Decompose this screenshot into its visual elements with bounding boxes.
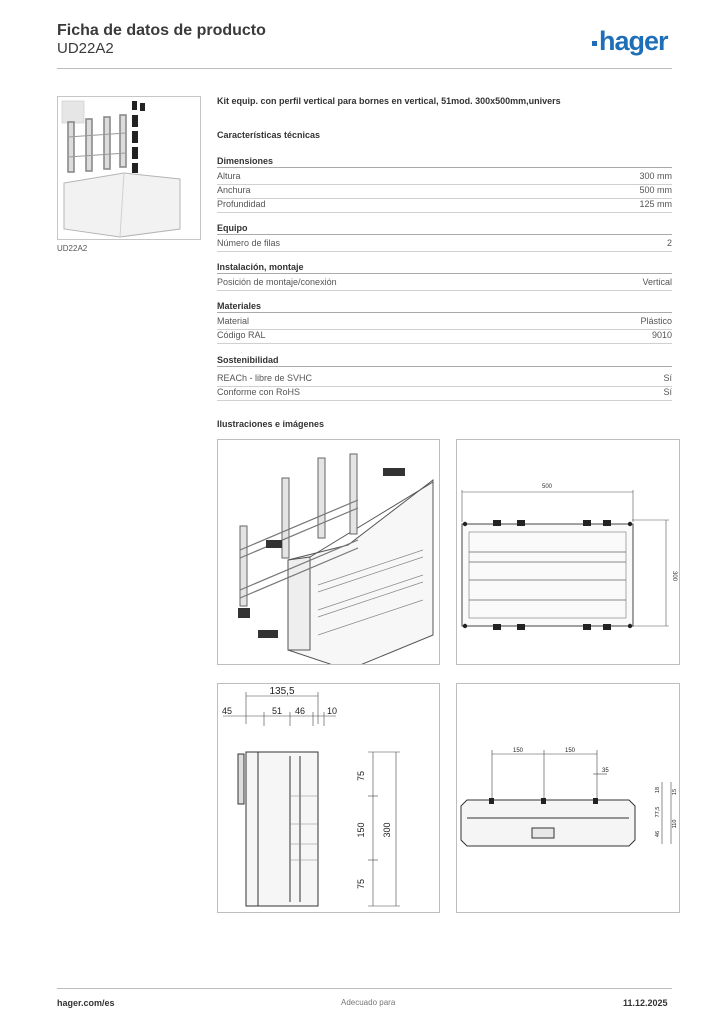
group-equipo: Equipo bbox=[217, 223, 672, 235]
page-title: Ficha de datos de producto bbox=[57, 22, 266, 39]
group-dimensiones: Dimensiones bbox=[217, 156, 672, 168]
footer-divider bbox=[57, 988, 672, 989]
front-width-dim: 500 bbox=[541, 484, 553, 490]
bottom-dim-15: 15 bbox=[672, 788, 678, 796]
spec-row-altura: Altura 300 mm bbox=[217, 170, 672, 185]
spec-row-posicion: Posición de montaje/conexión Vertical bbox=[217, 276, 672, 291]
product-thumbnail-icon bbox=[58, 97, 200, 239]
group-sostenibilidad: Sostenibilidad bbox=[217, 355, 672, 367]
footer-website: hager.com/es bbox=[57, 998, 115, 1008]
isometric-illustration bbox=[217, 439, 440, 665]
spec-row-filas: Número de filas 2 bbox=[217, 237, 672, 252]
spec-row-ral: Código RAL 9010 bbox=[217, 329, 672, 344]
side-view-drawing bbox=[217, 683, 440, 913]
side-dim-depth: 135,5 bbox=[269, 686, 295, 697]
spec-row-rohs: Conforme con RoHS Sí bbox=[217, 386, 672, 401]
side-dim-75-bottom: 75 bbox=[356, 878, 366, 890]
front-view-drawing bbox=[456, 439, 680, 665]
front-height-dim: 300 bbox=[671, 570, 677, 582]
product-thumbnail bbox=[57, 96, 201, 240]
side-dim-51: 51 bbox=[272, 706, 283, 716]
bottom-dim-35: 35 bbox=[602, 768, 609, 774]
front-view-icon bbox=[457, 440, 679, 664]
side-dim-300: 300 bbox=[382, 822, 392, 838]
side-dim-150: 150 bbox=[356, 822, 366, 838]
side-dim-45: 45 bbox=[222, 706, 233, 716]
product-code: UD22A2 bbox=[57, 40, 114, 57]
side-dim-46: 46 bbox=[295, 706, 306, 716]
spec-row-reach: REACh - libre de SVHC Sí bbox=[217, 372, 672, 387]
bottom-view-drawing bbox=[456, 683, 680, 913]
illustrations-heading: Ilustraciones e imágenes bbox=[217, 419, 325, 429]
side-view-icon bbox=[218, 684, 439, 912]
bottom-view-icon bbox=[457, 684, 679, 912]
bottom-dim-46: 46 bbox=[655, 830, 661, 838]
bottom-dim-18: 18 bbox=[655, 786, 661, 794]
side-dim-75-top: 75 bbox=[356, 770, 366, 782]
footer-center-text: Adecuado para bbox=[341, 998, 396, 1007]
bottom-dim-110: 110 bbox=[672, 819, 678, 829]
footer-date: 11.12.2025 bbox=[623, 998, 668, 1008]
bottom-dim-150-left: 150 bbox=[512, 748, 524, 754]
header-divider bbox=[57, 68, 672, 69]
bottom-dim-150-right: 150 bbox=[564, 748, 576, 754]
spec-row-anchura: Anchura 500 mm bbox=[217, 184, 672, 199]
logo-text: hager bbox=[599, 26, 668, 56]
group-materiales: Materiales bbox=[217, 301, 672, 313]
thumbnail-caption: UD22A2 bbox=[57, 244, 88, 253]
bottom-dim-77-5: 77,5 bbox=[655, 806, 661, 818]
product-description: Kit equip. con perfil vertical para bornes en vertical, 51mod. 300x500mm,univers bbox=[217, 96, 561, 106]
hager-logo bbox=[592, 26, 668, 56]
spec-row-profundidad: Profundidad 125 mm bbox=[217, 198, 672, 213]
specs-heading: Características técnicas bbox=[217, 130, 321, 140]
isometric-kit-icon bbox=[218, 440, 439, 664]
side-dim-10: 10 bbox=[327, 706, 338, 716]
spec-row-material: Material Plástico bbox=[217, 315, 672, 330]
logo-dot-icon bbox=[592, 41, 597, 46]
group-instalacion: Instalación, montaje bbox=[217, 262, 672, 274]
